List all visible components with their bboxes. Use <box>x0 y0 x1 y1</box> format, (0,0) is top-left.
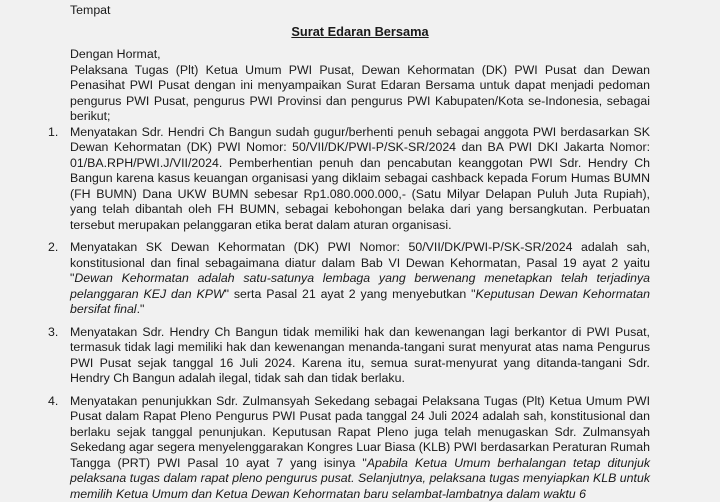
list-item <box>42 394 650 502</box>
intro-paragraph: Pelaksana Tugas (Plt) Ketua Umum PWI Pusat, Dewan Kehormatan (DK) PWI Pusat dan Dewan Penasihat PWI Pusat dengan ini menyampaikan Surat Edaran Bersama untuk dapat menjadi pedoman pengurus PWI Pusat, pengurus PWI Provinsi dan pengurus PWI Kabupaten/Kota se-Indonesia, sebagai berikut; <box>70 63 650 125</box>
greeting: Dengan Hormat, <box>70 47 650 63</box>
document-title: Surat Edaran Bersama <box>70 24 650 40</box>
item-text: Menyatakan Sdr. Hendry Ch Bangun tidak memiliki hak dan kewenangan lagi berkantor di PWI Pusat, termasuk tidak lagi memiliki hak dan kewenangan menanda-tangani surat menyurat atas nama Pengurus PWI Pusat sejak tanggal 16 Juli 2024. Karena itu, semua surat-menyurat yang ditanda-tangani Sdr. Hendry Ch Bangun adalah ilegal, tidak sah dan tidak berlaku. <box>70 325 650 386</box>
item-text: ." <box>137 302 145 316</box>
item-text: Menyatakan penunjukkan Sdr. Zulmansyah Sekedang sebagai Pelaksana Tugas (Plt) Ketua Umum PWI Pusat dalam Rapat Pleno Pengurus PWI Pusat pada tanggal 24 Juli 2024 adalah sah, konstitusional dan berlaku sejak tanggal penunjukan. Keputusan Rapat Pleno juga telah menugaskan Sdr. Zulmansyah Sekedang agar segera menyelenggarakan Kongres Luar Biasa (KLB) PWI berdasarkan Peraturan Rumah Tangga (PRT) PWI Pasal 10 ayat 7 yang isinya " <box>70 394 650 470</box>
list-item <box>42 125 650 234</box>
item-number: 4. <box>48 394 58 410</box>
item-text: Menyatakan Sdr. Hendri Ch Bangun sudah gugur/berhenti penuh sebagai anggota PWI berdasarkan SK Dewan Kehormatan (DK) PWI Nomor: 50/VII/DK/PWI-P/SK-SR/2024 dan BA PWI DKI Jakarta Nomor: 01/BA.RPH/PWI.J/VII/2024. Pemberhentian penuh dan pencabutan keanggotan PWI Sdr. Hendry Ch Bangun karena kasus keuangan organisasi yang diklaim sebagai cashback kepada Forum Humas BUMN (FH BUMN) Dana UKW BUMN sebesar Rp1.080.000.000,- (Satu Milyar Delapan Puluh Juta Rupiah), yang telah dibantah oleh FH BUMN, sebagai kebohongan belaka dari yang bersangkutan. Perbuatan tersebut merupakan pelanggaran etika berat dalam aturan organisasi. <box>70 125 650 232</box>
list-item <box>42 240 650 318</box>
item-text: Menyatakan SK Dewan Kehormatan (DK) PWI Nomor: 50/VII/DK/PWI-P/SK-SR/2024 adalah sah, konstitusional dan final sebagaimana diatur dalam Bab VI Dewan Kehormatan, Pasal 19 ayat 2 yaitu " <box>70 240 650 285</box>
item-quote-italic: Keputusan Dewan Kehormatan bersifat final <box>70 287 650 317</box>
item-quote-italic: Apabila Ketua Umum berhalangan tetap ditunjuk pelaksana tugas dalam rapat pleno pengurus pusat. Selanjutnya, pelaksana tugas menyiapkan KLB untuk memilih Ketua Umum dan Ketua Dewan Kehormatan baru selambat-lambatnya dalam waktu 6 <box>70 456 650 501</box>
item-quote-italic: Dewan Kehormatan adalah satu-satunya lembaga yang berwenang menetapkan telah terjadinya pelanggaran KEJ dan KPW <box>70 271 650 301</box>
item-number: 2. <box>48 240 58 256</box>
place-label: Tempat <box>70 3 650 19</box>
item-text: " serta Pasal 21 ayat 2 yang menyebutkan " <box>225 287 476 301</box>
points-list <box>70 125 650 502</box>
item-number: 1. <box>48 125 58 141</box>
item-number: 3. <box>48 325 58 341</box>
list-item <box>42 325 650 387</box>
